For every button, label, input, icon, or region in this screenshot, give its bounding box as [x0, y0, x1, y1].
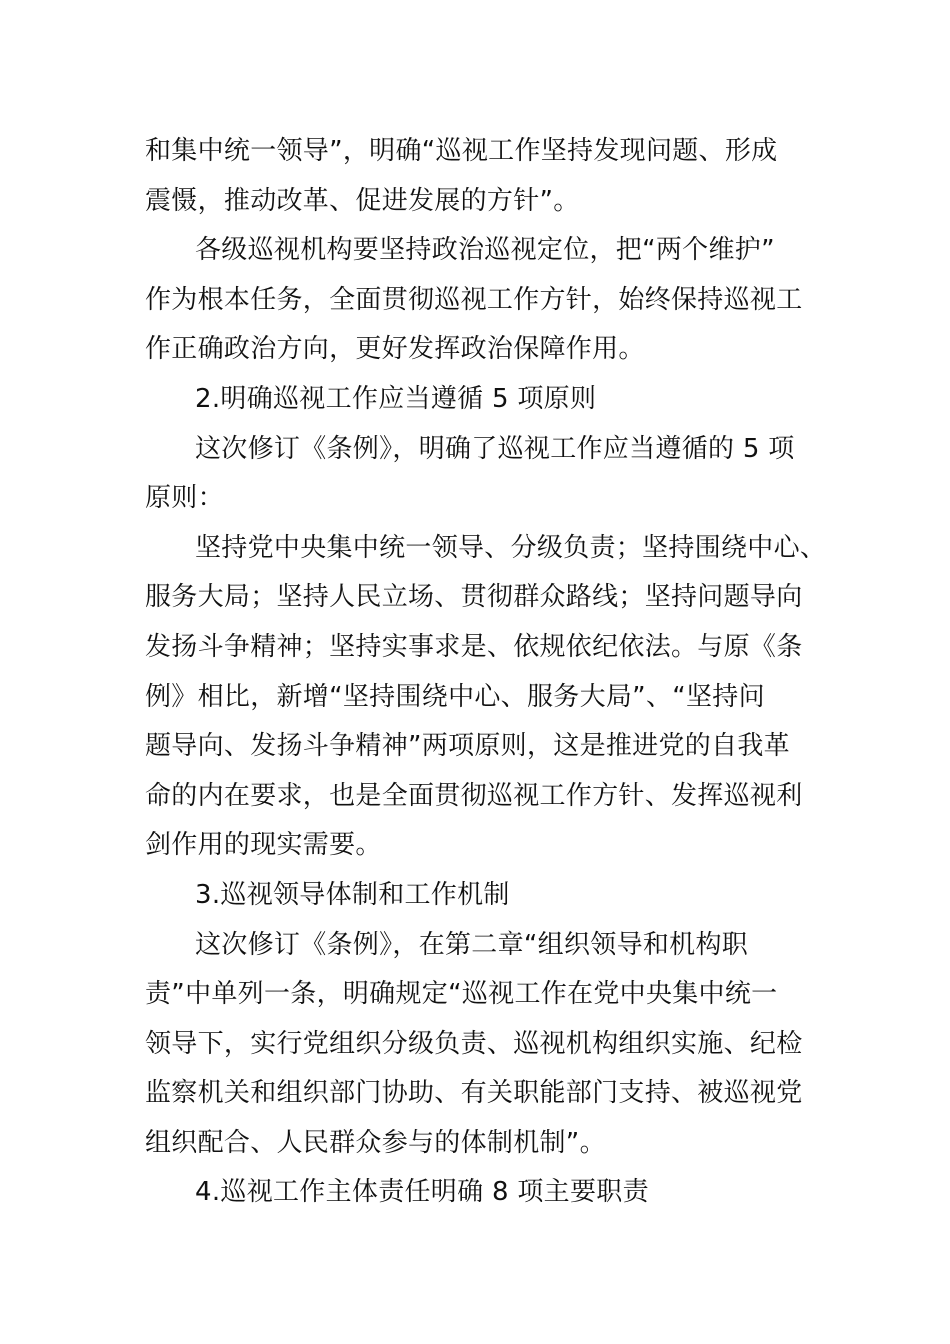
text-line: 震慑，推动改革、促进发展的方针”。 — [145, 185, 580, 216]
text-line: 监察机关和组织部门协助、有关职能部门支持、被巡视党 — [145, 1078, 803, 1109]
text-line: 和集中统一领导”，明确“巡视工作坚持发现问题、形成 — [145, 136, 778, 166]
text-line: 服务大局；坚持人民立场、贯彻群众路线；坚持问题导向 — [145, 582, 803, 613]
text-line: 原则： — [145, 483, 224, 514]
text-line: 发扬斗争精神；坚持实事求是、依规依纪依法。与原《条 — [145, 631, 803, 662]
text-line: 作为根本任务，全面贯彻巡视工作方针，始终保持巡视工 — [145, 284, 803, 315]
text-line: 例》相比，新增“坚持围绕中心、服务大局”、“坚持问 — [145, 681, 765, 712]
paragraph-start-line: 这次修订《条例》，在第二章“组织领导和机构职 — [195, 929, 749, 960]
section-heading-4: 4.巡视工作主体责任明确 8 项主要职责 — [195, 1177, 649, 1208]
paragraph-start-line: 这次修订《条例》，明确了巡视工作应当遵循的 5 项 — [195, 433, 795, 464]
section-heading-3: 3.巡视领导体制和工作机制 — [195, 879, 510, 910]
text-line: 作正确政治方向，更好发挥政治保障作用。 — [145, 334, 645, 365]
text-line: 组织配合、人民群众参与的体制机制”。 — [145, 1127, 606, 1158]
paragraph-start-line: 各级巡视机构要坚持政治巡视定位，把“两个维护” — [195, 235, 775, 266]
paragraph-start-line: 坚持党中央集中统一领导、分级负责；坚持围绕中心、 — [195, 532, 827, 563]
body-text — [145, 127, 827, 1218]
text-line: 责”中单列一条，明确规定“巡视工作在党中央集中统一 — [145, 979, 778, 1010]
section-heading-2: 2.明确巡视工作应当遵循 5 项原则 — [195, 383, 597, 414]
text-line: 领导下，实行党组织分级负责、巡视机构组织实施、纪检 — [145, 1028, 803, 1059]
text-line: 命的内在要求，也是全面贯彻巡视工作方针、发挥巡视利 — [145, 780, 803, 811]
text-line: 题导向、发扬斗争精神”两项原则，这是推进党的自我革 — [145, 731, 790, 762]
text-line: 剑作用的现实需要。 — [145, 830, 382, 861]
